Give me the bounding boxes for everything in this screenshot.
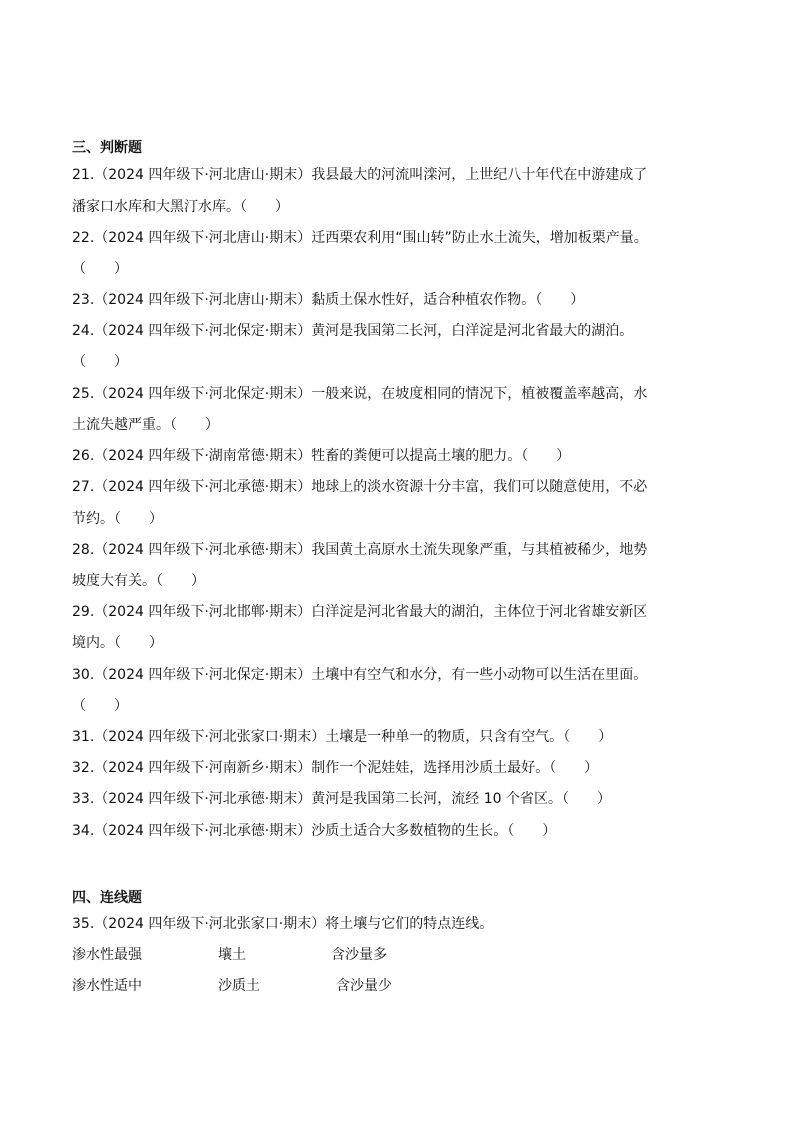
question-26: 26.（2024 四年级下·湖南常德·期末）牲畜的粪便可以提高土壤的肥力。（ ） xyxy=(72,448,571,464)
question-32: 32.（2024 四年级下·河南新乡·期末）制作一个泥娃娃，选择用沙质土最好。（ ） xyxy=(72,760,599,776)
question-31: 31.（2024 四年级下·河北张家口·期末）土壤是一种单一的物质，只含有空气。（ ） xyxy=(72,729,613,745)
question-23: 23.（2024 四年级下·河北唐山·期末）黏质土保水性好，适合种植农作物。（ ） xyxy=(72,292,585,308)
question-25-line-1: 25.（2024 四年级下·河北保定·期末）一般来说，在坡度相同的情况下，植被覆盖率越高，水 xyxy=(72,386,648,402)
question-29-line-2: 境内。（ ） xyxy=(72,635,163,651)
matching-row-1-property: 渗水性最强 xyxy=(72,947,142,963)
question-25-line-2: 土流失越严重。（ ） xyxy=(72,417,219,433)
question-22-line-1: 22.（2024 四年级下·河北唐山·期末）迁西栗农利用“围山转”防止水土流失，增加板栗产量。 xyxy=(72,230,648,246)
question-27-line-1: 27.（2024 四年级下·河北承德·期末）地球上的淡水资源十分丰富，我们可以随意使用，不必 xyxy=(72,479,648,495)
question-24-line-1: 24.（2024 四年级下·河北保定·期末）黄河是我国第二长河，白洋淀是河北省最大的湖泊。 xyxy=(72,323,634,339)
question-29-line-1: 29.（2024 四年级下·河北邯郸·期末）白洋淀是河北省最大的湖泊，主体位于河北省雄安新区 xyxy=(72,604,648,620)
question-24-line-2: （ ） xyxy=(72,354,128,370)
question-22-line-2: （ ） xyxy=(72,261,128,277)
section-title-judgement: 三、判断题 xyxy=(72,140,142,156)
question-27-line-2: 节约。（ ） xyxy=(72,511,163,527)
matching-row-2-sand-content: 含沙量少 xyxy=(336,978,392,994)
matching-row-1-soil: 壤土 xyxy=(218,947,246,963)
question-30-line-2: （ ） xyxy=(72,698,128,714)
section-title-matching: 四、连线题 xyxy=(72,890,142,906)
question-28-line-2: 坡度大有关。（ ） xyxy=(72,573,205,589)
question-28-line-1: 28.（2024 四年级下·河北承德·期末）我国黄土高原水土流失现象严重，与其植被稀少，地势 xyxy=(72,542,648,558)
question-21-line-2: 潘家口水库和大黑汀水库。（ ） xyxy=(72,199,289,215)
question-21-line-1: 21.（2024 四年级下·河北唐山·期末）我县最大的河流叫滦河，上世纪八十年代在中游建成了 xyxy=(72,167,648,183)
matching-row-2-property: 渗水性适中 xyxy=(72,978,142,994)
matching-row-2-soil: 沙质土 xyxy=(218,978,260,994)
matching-row-1-sand-content: 含沙量多 xyxy=(331,947,387,963)
question-33: 33.（2024 四年级下·河北承德·期末）黄河是我国第二长河，流经 10 个省区。（ ） xyxy=(72,791,611,807)
question-35: 35.（2024 四年级下·河北张家口·期末）将土壤与它们的特点连线。 xyxy=(72,916,494,932)
question-34: 34.（2024 四年级下·河北承德·期末）沙质土适合大多数植物的生长。（ ） xyxy=(72,823,557,839)
question-30-line-1: 30.（2024 四年级下·河北保定·期末）土壤中有空气和水分，有一些小动物可以生活在里面。 xyxy=(72,667,648,683)
